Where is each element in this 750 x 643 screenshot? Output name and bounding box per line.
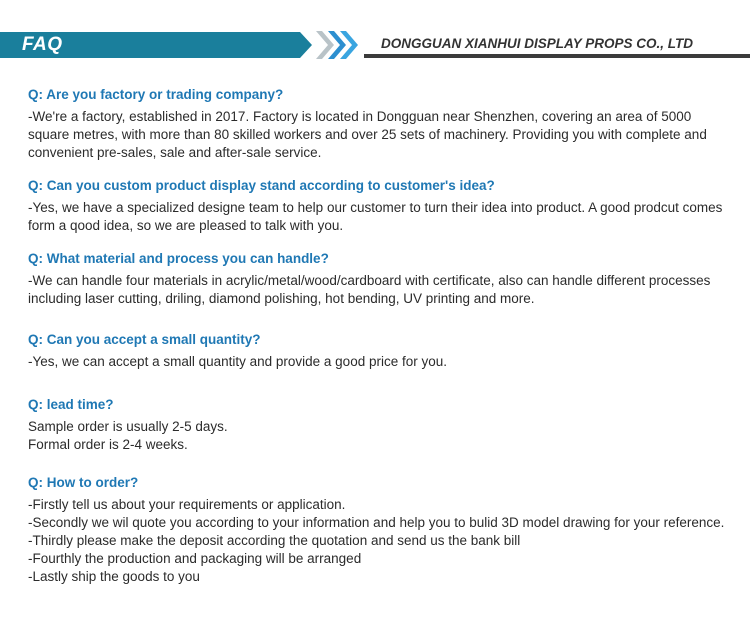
faq-answer-line: -Yes, we have a specialized designe team to help our customer to turn their idea into product. A good prodcut comes form a qood idea, so we are pleased to talk with you. [28,200,723,233]
faq-answer [28,353,728,371]
faq-item [28,177,728,235]
header-divider [364,54,750,58]
faq-answer-line: -Yes, we can accept a small quantity and provide a good price for you. [28,354,447,369]
faq-question: Q: Are you factory or trading company? [28,87,284,102]
faq-question: Q: Can you custom product display stand according to customer's idea? [28,178,495,193]
faq-item [28,396,728,454]
faq-question: Q: lead time? [28,397,114,412]
faq-answer [28,418,728,454]
faq-item [28,331,728,371]
faq-question: Q: How to order? [28,475,139,490]
faq-answer-line: -We're a factory, established in 2017. Factory is located in Dongguan near Shenzhen, covering an area of 5000 square metres, with more than 80 skilled workers and over 25 sets of machinery. Providing you with complete and convenient pre-sales, sale and after-sale service. [28,109,707,160]
faq-answer-line: -Secondly we wil quote you according to your information and help you to bulid 3D model drawing for your reference. [28,515,725,530]
faq-item [28,474,728,586]
faq-question: Q: Can you accept a small quantity? [28,332,261,347]
faq-question: Q: What material and process you can handle? [28,251,329,266]
faq-answer [28,496,728,586]
faq-item [28,86,728,162]
faq-answer-line: -Lastly ship the goods to you [28,569,200,584]
faq-answer-line: -Thirdly please make the deposit according the quotation and send us the bank bill [28,533,521,548]
page-header [0,0,750,70]
faq-answer-line: Formal order is 2-4 weeks. [28,437,188,452]
faq-item [28,250,728,308]
faq-answer-line: Sample order is usually 2-5 days. [28,419,228,434]
company-name: DONGGUAN XIANHUI DISPLAY PROPS CO., LTD [381,36,694,51]
faq-answer [28,272,728,308]
faq-answer [28,108,728,162]
chevron-right-icon [316,31,334,59]
faq-answer [28,199,728,235]
faq-answer-line: -We can handle four materials in acrylic/metal/wood/cardboard with certificate, also can handle different processes including laser cutting, driling, diamond polishing, hot bending, UV printing and more. [28,273,711,306]
faq-answer-line: -Firstly tell us about your requirements or application. [28,497,346,512]
section-title: FAQ [22,34,63,55]
faq-answer-line: -Fourthly the production and packaging will be arranged [28,551,362,566]
